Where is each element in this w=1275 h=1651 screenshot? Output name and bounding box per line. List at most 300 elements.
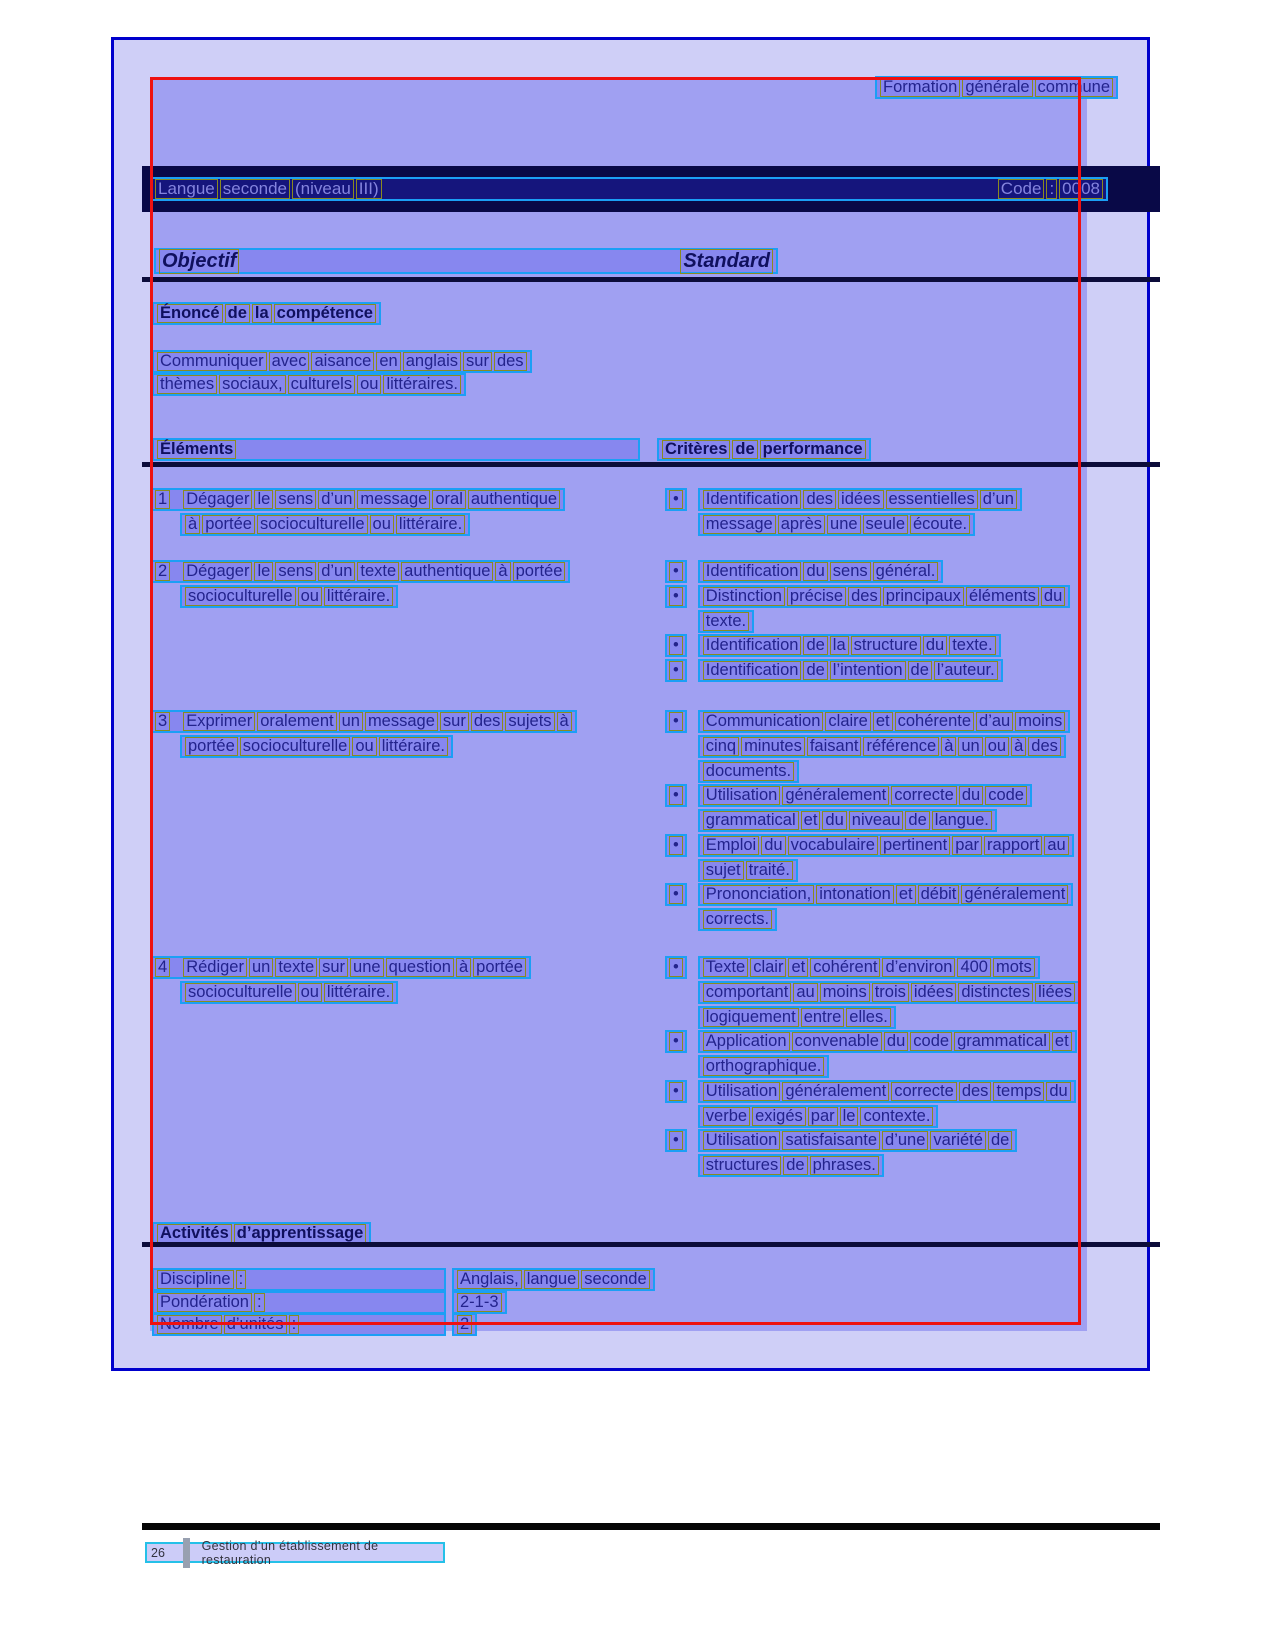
ocr-word: de (732, 440, 757, 459)
ocr-line (698, 1080, 1076, 1103)
ocr-word: (niveau (292, 179, 354, 199)
ocr-line (698, 981, 1080, 1004)
competence-line (152, 373, 532, 396)
ocr-word: variété (930, 1131, 986, 1150)
footer-rule (142, 1523, 1160, 1530)
ocr-word: comportant (703, 983, 792, 1002)
bullet-glyph: • (669, 958, 683, 977)
ocr-word: de (908, 661, 932, 680)
ocr-word: d’au (976, 712, 1013, 731)
ocr-word: distinctes (958, 983, 1033, 1002)
ocr-word: portée (473, 958, 526, 977)
criterion-line (698, 634, 1001, 659)
ocr-word: à (557, 712, 572, 731)
ocr-word: langue. (932, 811, 992, 830)
criterion-line (698, 488, 1022, 513)
ocr-word: Communiquer (157, 352, 267, 371)
ocr-word: correcte (891, 786, 957, 805)
ocr-word: moins (820, 983, 870, 1002)
ocr-line (698, 784, 1032, 807)
ocr-word: Exprimer (183, 712, 255, 731)
ocr-line (150, 710, 577, 733)
ocr-word: trois (872, 983, 909, 1002)
ocr-word: de (803, 661, 827, 680)
page-number: 26 (151, 1545, 165, 1560)
ocr-word: et (873, 712, 893, 731)
ocr-word: Dégager (183, 490, 252, 509)
ocr-word: généralement (782, 786, 889, 805)
ocr-word: ou (298, 983, 322, 1002)
ocr-word: et (801, 811, 821, 830)
ocr-word: écoute. (910, 515, 970, 534)
criteres-heading (657, 438, 871, 461)
ocr-word: des (1028, 737, 1061, 756)
criterion-line (698, 1105, 1076, 1130)
ocr-word: Critères (662, 440, 730, 459)
ocr-word: d’unités (224, 1315, 287, 1334)
criterion-line (698, 735, 1070, 760)
ocr-word: Discipline (157, 1270, 234, 1289)
element-line (180, 735, 655, 760)
ocr-word: code (985, 786, 1027, 805)
ocr-word: Identification (703, 562, 802, 581)
standard-heading: Standard (680, 249, 773, 274)
ocr-word: entre (801, 1008, 845, 1027)
bullet-icon (665, 659, 687, 682)
criterion-group (665, 560, 1110, 585)
criterion-line (698, 610, 1070, 635)
item-number: 2 (155, 562, 170, 581)
criterion-line (698, 659, 1003, 684)
ocr-word: oral (432, 490, 466, 509)
ocr-word: Dégager (183, 562, 252, 581)
bullet-glyph: • (669, 885, 683, 904)
horizontal-rule (142, 462, 1160, 467)
bullet-icon (665, 834, 687, 857)
ocr-word: ou (352, 737, 376, 756)
detail-row (152, 1268, 655, 1291)
ocr-line (698, 883, 1074, 906)
ocr-word: littéraire. (396, 515, 465, 534)
ocr-word: l’intention (830, 661, 906, 680)
ocr-word: commune (1035, 78, 1113, 97)
ocr-word: traité. (746, 861, 793, 880)
ocr-word: Identification (703, 636, 802, 655)
ocr-word: moins (1015, 712, 1065, 731)
competence-line (152, 350, 532, 373)
ocr-word: code (910, 1032, 952, 1051)
ocr-word: claire (825, 712, 870, 731)
ocr-word: Éléments (157, 440, 236, 459)
ocr-word: du (761, 836, 785, 855)
criterion-line (698, 981, 1080, 1006)
ocr-line (698, 1129, 1018, 1152)
ocr-word: un (249, 958, 273, 977)
ocr-word: ou (370, 515, 394, 534)
ocr-word: sujet (703, 861, 744, 880)
bullet-glyph: • (669, 587, 683, 606)
criterion-line (698, 1006, 1080, 1031)
ocr-word: phrases. (810, 1156, 879, 1175)
footer-doc-title: Gestion d’un établissement de restauration (201, 1538, 379, 1567)
bullet-icon (665, 710, 687, 733)
ocr-word: ou (985, 737, 1009, 756)
ocr-word: ou (357, 375, 381, 394)
bullet-icon (665, 784, 687, 807)
ocr-word: Pondération (157, 1293, 252, 1312)
ocr-word: des (848, 587, 881, 606)
ocr-word: satisfaisante (782, 1131, 880, 1150)
ocr-word: Distinction (703, 587, 785, 606)
details-list (152, 1268, 655, 1336)
ocr-word: du (1046, 1082, 1070, 1101)
criterion-lines (698, 1030, 1077, 1080)
ocr-word: portée (513, 562, 566, 581)
criterion-lines (698, 784, 1032, 834)
ocr-line (698, 585, 1070, 608)
ocr-word: après (778, 515, 825, 534)
bullet-glyph: • (669, 1082, 683, 1101)
ocr-word: anglais (403, 352, 461, 371)
course-header-bar (142, 166, 1160, 212)
ocr-word: littéraire. (324, 587, 393, 606)
course-header-line (150, 177, 1108, 201)
horizontal-rule (142, 277, 1160, 282)
ocr-word: cohérente (895, 712, 974, 731)
ocr-word: grammatical (703, 811, 799, 830)
ocr-word: au (793, 983, 817, 1002)
ocr-line (698, 610, 754, 633)
ocr-word: de (783, 1156, 807, 1175)
criterion-group (665, 956, 1110, 1030)
criterion-line (698, 859, 1074, 884)
ocr-word: Formation (880, 78, 960, 97)
ocr-word: la (830, 636, 849, 655)
ocr-word: rapport (984, 836, 1042, 855)
ocr-word: de (803, 636, 827, 655)
ocr-word: portée (202, 515, 255, 534)
ocr-word: corrects. (703, 910, 772, 929)
criteria-table (150, 488, 1110, 1188)
ocr-word: seconde (581, 1270, 649, 1289)
ocr-word: un (339, 712, 363, 731)
ocr-word: de (225, 304, 250, 323)
ocr-word: par (952, 836, 982, 855)
ocr-word: d’un (318, 490, 355, 509)
criterion-lines (698, 956, 1080, 1030)
ocr-line (698, 908, 777, 931)
ocr-word: Nombre (157, 1315, 222, 1334)
element-line (150, 488, 655, 513)
ocr-word: général. (873, 562, 939, 581)
bullet-glyph: • (669, 661, 683, 680)
ocr-word: 400 (957, 958, 991, 977)
bullet-glyph: • (669, 1131, 683, 1150)
ocr-word: littéraire. (324, 983, 393, 1002)
ocr-word: intonation (816, 885, 894, 904)
ocr-word: Utilisation (703, 1082, 781, 1101)
ocr-word: sens (275, 490, 316, 509)
ocr-word: langue (524, 1270, 580, 1289)
ocr-word: texte (275, 958, 317, 977)
code-label (997, 179, 1058, 198)
ocr-word: et (1052, 1032, 1072, 1051)
ocr-word: clair (750, 958, 786, 977)
ocr-line (698, 956, 1040, 979)
bullet-icon (665, 560, 687, 583)
item-number: 4 (155, 958, 170, 977)
element-line (180, 981, 655, 1006)
ocr-word: de (905, 811, 929, 830)
ocr-word: des (959, 1082, 992, 1101)
ocr-word: vocabulaire (788, 836, 878, 855)
ocr-line (150, 560, 570, 583)
ocr-word: Langue (155, 179, 218, 199)
ocr-word: contexte. (860, 1107, 933, 1126)
ocr-word: performance (760, 440, 866, 459)
ocr-line (698, 834, 1074, 857)
ocr-word: et (896, 885, 916, 904)
ocr-line (180, 981, 398, 1004)
ocr-word: la (252, 304, 272, 323)
ocr-word: texte. (703, 612, 749, 631)
ocr-word: du (884, 1032, 908, 1051)
criterion-line (698, 834, 1074, 859)
ocr-word: des (494, 352, 527, 371)
ocr-word: à (495, 562, 510, 581)
page-footer (145, 1538, 445, 1567)
ocr-word: idées (911, 983, 956, 1002)
criterion-line (698, 1030, 1077, 1055)
criterion-lines (698, 560, 944, 585)
corner-label (875, 76, 1118, 99)
ocr-word: d’environ (882, 958, 955, 977)
criterion-lines (698, 659, 1003, 684)
criterion-lines (698, 834, 1074, 884)
ocr-word: Code (998, 179, 1045, 199)
criterion-group (665, 1080, 1110, 1130)
element-cell (150, 710, 655, 760)
ocr-word: générale (962, 78, 1032, 97)
elements-heading (152, 438, 640, 461)
criteria-cell (665, 956, 1110, 1179)
criterion-line (698, 784, 1032, 809)
ocr-line (150, 956, 531, 979)
detail-value (452, 1291, 507, 1314)
ocr-word: logiquement (703, 1008, 799, 1027)
criterion-group (665, 1030, 1110, 1080)
ocr-word: seconde (220, 179, 290, 199)
ocr-line (152, 350, 532, 373)
ocr-line (698, 735, 1066, 758)
ocr-word: structure (851, 636, 921, 655)
ocr-word: des (471, 712, 504, 731)
ocr-word: : (289, 1315, 300, 1334)
detail-label (152, 1291, 446, 1314)
ocr-word: Anglais, (457, 1270, 522, 1289)
ocr-word: du (1041, 587, 1065, 606)
criterion-group (665, 883, 1110, 933)
ocr-word: structures (703, 1156, 781, 1175)
ocr-word: convenable (792, 1032, 882, 1051)
ocr-line (698, 1154, 884, 1177)
ocr-word: à (1011, 737, 1026, 756)
ocr-word: du (923, 636, 947, 655)
criterion-lines (698, 1129, 1018, 1179)
ocr-word: Application (703, 1032, 790, 1051)
ocr-line (698, 513, 975, 536)
ocr-line (180, 585, 398, 608)
ocr-word: pertinent (880, 836, 950, 855)
bullet-glyph: • (669, 1032, 683, 1051)
bullet-icon (665, 956, 687, 979)
ocr-line (698, 760, 799, 783)
criterion-lines (698, 634, 1001, 659)
criterion-lines (698, 488, 1022, 538)
ocr-line (698, 560, 944, 583)
element-cell (150, 488, 655, 538)
document-page (111, 37, 1150, 1371)
ocr-word: verbe (703, 1107, 750, 1126)
criterion-group (665, 585, 1110, 635)
bullet-glyph: • (669, 712, 683, 731)
ocr-word: d’un (318, 562, 355, 581)
ocr-word: sur (319, 958, 348, 977)
ocr-word: III) (356, 179, 382, 199)
bullet-icon (665, 1129, 687, 1152)
ocr-word: socioculturelle (257, 515, 368, 534)
bullet-glyph: • (669, 836, 683, 855)
code-value: 0008 (1059, 179, 1103, 199)
ocr-word: généralement (961, 885, 1068, 904)
ocr-word: le (254, 490, 273, 509)
bullet-icon (665, 585, 687, 608)
ocr-word: sujets (505, 712, 554, 731)
bullet-glyph: • (669, 490, 683, 509)
ocr-word: socioculturelle (240, 737, 351, 756)
ocr-word: du (959, 786, 983, 805)
ocr-line (698, 1006, 896, 1029)
ocr-line (698, 1055, 830, 1078)
detail-row (152, 1313, 655, 1336)
ocr-word: précise (787, 587, 846, 606)
ocr-word: littéraire. (379, 737, 448, 756)
ocr-word: référence (863, 737, 939, 756)
ocr-word: elles. (846, 1008, 891, 1027)
item-number: 3 (155, 712, 170, 731)
ocr-word: portée (185, 737, 238, 756)
bullet-icon (665, 1080, 687, 1103)
ocr-word: Activités (157, 1224, 232, 1243)
ocr-word: Identification (703, 661, 802, 680)
ocr-word: principaux (883, 587, 964, 606)
criterion-lines (698, 1080, 1076, 1130)
ocr-word: généralement (782, 1082, 889, 1101)
ocr-word: Utilisation (703, 786, 781, 805)
ocr-line (180, 513, 470, 536)
bullet-glyph: • (669, 786, 683, 805)
criteria-cell (665, 560, 1110, 684)
bullet-icon (665, 634, 687, 657)
ocr-word: d’un (980, 490, 1017, 509)
ocr-word: à (456, 958, 471, 977)
criterion-line (698, 560, 944, 585)
ocr-word: avec (269, 352, 310, 371)
ocr-line (698, 634, 1001, 657)
ocr-word: sociaux, (219, 375, 286, 394)
ocr-word: Texte (703, 958, 748, 977)
criterion-group (665, 710, 1110, 784)
ocr-word: liées (1035, 983, 1075, 1002)
ocr-word: Identification (703, 490, 802, 509)
ocr-line (150, 488, 565, 511)
criterion-line (698, 1080, 1076, 1105)
ocr-word: 2 (457, 1315, 472, 1334)
ocr-word: culturels (288, 375, 355, 394)
ocr-word: thèmes (157, 375, 217, 394)
ocr-word: un (958, 737, 982, 756)
criterion-line (698, 585, 1070, 610)
ocr-word: Emploi (703, 836, 759, 855)
criterion-group (665, 659, 1110, 684)
bullet-icon (665, 883, 687, 906)
ocr-word: sens (830, 562, 871, 581)
ocr-word: au (1044, 836, 1068, 855)
ocr-word: et (788, 958, 808, 977)
element-line (180, 513, 655, 538)
ocr-word: Communication (703, 712, 824, 731)
element-line (150, 710, 655, 735)
criterion-group (665, 834, 1110, 884)
criterion-lines (698, 710, 1070, 784)
bullet-glyph: • (669, 562, 683, 581)
ocr-word: : (236, 1270, 247, 1289)
bullet-glyph: • (669, 636, 683, 655)
ocr-word: texte (357, 562, 399, 581)
ocr-word: éléments (966, 587, 1039, 606)
ocr-word: cohérent (810, 958, 880, 977)
course-code (997, 179, 1104, 199)
ocr-word: cinq (703, 737, 739, 756)
criterion-line (698, 1055, 1077, 1080)
ocr-word: oralement (257, 712, 336, 731)
ocr-word: ou (298, 587, 322, 606)
ocr-word: le (254, 562, 273, 581)
criterion-line (698, 710, 1070, 735)
ocr-word: Énoncé (157, 304, 223, 323)
criterion-lines (698, 585, 1070, 635)
ocr-word: grammatical (954, 1032, 1050, 1051)
ocr-word: niveau (849, 811, 904, 830)
criterion-line (698, 883, 1074, 908)
ocr-word: débit (918, 885, 960, 904)
ocr-word: des (803, 490, 836, 509)
criterion-line (698, 1129, 1018, 1154)
bullet-icon (665, 1030, 687, 1053)
ocr-word: aisance (311, 352, 374, 371)
ocr-word: une (827, 515, 861, 534)
ocr-word: en (376, 352, 400, 371)
criteria-cell (665, 488, 1110, 538)
competence-statement (152, 350, 532, 396)
ocr-word: message (365, 712, 438, 731)
ocr-word: documents. (703, 762, 794, 781)
ocr-word: compétence (274, 304, 376, 323)
ocr-word: authentique (401, 562, 493, 581)
criterion-line (698, 760, 1070, 785)
element-line (180, 585, 655, 610)
criterion-group (665, 488, 1110, 538)
